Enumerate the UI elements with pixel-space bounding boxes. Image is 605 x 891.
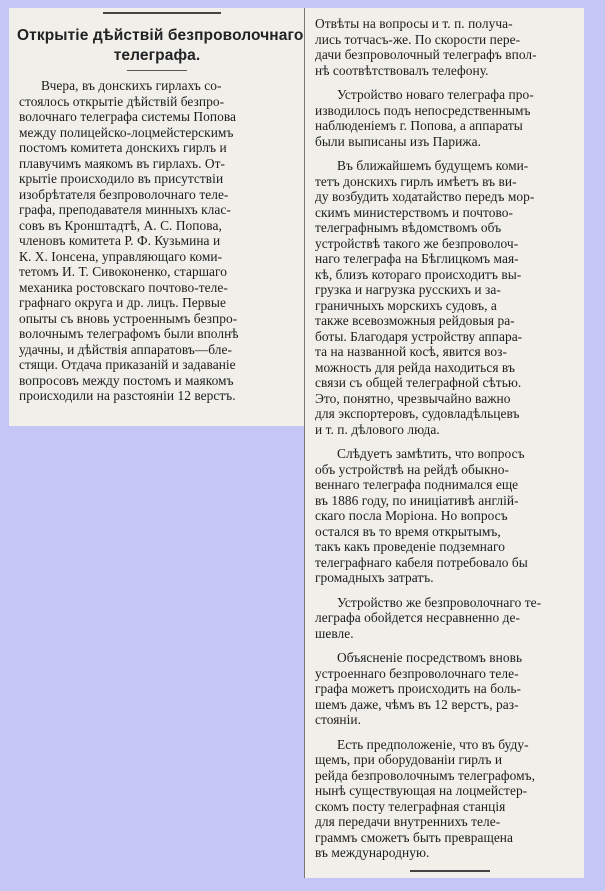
text-line: нѣ соотвѣтствовалъ телефону. [315, 62, 489, 78]
text-line: графа можетъ происходить на боль- [315, 681, 522, 696]
text-line: плавучимъ маякомъ въ гирлахъ. От- [19, 155, 225, 171]
paragraph [315, 87, 577, 149]
text-line: дачи безпроволочный телеграфъ впол- [315, 47, 537, 62]
text-line: вопросовъ между постомъ и маякомъ [19, 372, 234, 388]
text-line: совъ въ Кронштадтѣ, А. С. Попова, [19, 217, 222, 233]
text-line: Устройство же безпроволочнаго те- [337, 594, 542, 610]
text-line: скомъ посту телеграфная станція [315, 798, 506, 814]
text-line: леграфа обойдется несравненно де- [315, 610, 521, 625]
text-line: удачны, и дѣйствія аппаратовъ—бле- [19, 341, 233, 357]
paragraph [315, 16, 577, 78]
text-line: Отвѣты на вопросы и т. п. получа- [315, 16, 513, 31]
text-line: Въ ближайшемъ будущемъ коми- [337, 158, 529, 173]
text-line: Есть предположеніе, что въ буду- [337, 736, 529, 752]
text-line: Вчера, въ донскихъ гирлахъ со- [41, 78, 222, 93]
text-line: изводилось подъ непосредственнымъ [315, 102, 531, 118]
headline-line-1: Открытіе дѣйствій безпроволочнаго [17, 27, 304, 44]
text-line: шевле. [315, 625, 354, 641]
text-line: для передачи внутреннихъ теле- [315, 814, 501, 829]
text-line: Это, понятно, чрезвычайно важно [315, 390, 511, 406]
text-line: К. Х. Іонсена, управляющаго коми- [19, 248, 223, 264]
text-line: тетомъ И. Т. Сивоконенко, старшаго [19, 264, 227, 279]
text-line: скимъ министерствомъ и почтово- [315, 204, 514, 220]
top-rule [103, 12, 221, 14]
text-line: въ 1886 году, по иниціативѣ англій- [315, 492, 519, 508]
headline-rule [127, 70, 187, 71]
text-line: веннаго телеграфа поднимался еще [315, 477, 519, 492]
text-line: тетъ донскихъ гирлъ имѣетъ въ ви- [315, 173, 517, 189]
text-line: для экспортеровъ, судовладѣльцевъ [315, 406, 520, 421]
text-line: щемъ, при оборудованіи гирлъ и [315, 752, 503, 767]
paragraph [315, 650, 577, 728]
text-line: графа, преподавателя минныхъ клас- [19, 202, 231, 217]
text-line: та на названной косѣ, явится воз- [315, 344, 507, 359]
text-line: крытіе происходило въ присутствіи [19, 171, 224, 186]
text-line: стояніи. [315, 712, 362, 727]
text-line: устроеннаго безпроволочнаго теле- [315, 665, 519, 681]
clipping-column-right [304, 8, 584, 878]
text-line: волочнаго телеграфа системы Попова [19, 109, 237, 124]
bottom-rule [410, 870, 490, 872]
paragraph [315, 737, 577, 861]
text-line: Объясненіе посредствомъ вновь [337, 650, 523, 665]
paragraph [315, 446, 577, 586]
text-line: членовъ комитета Р. Ф. Кузьмина и [19, 233, 221, 248]
text-line: были выписаны изъ Парижа. [315, 133, 481, 149]
text-line: громадныхъ затратъ. [315, 570, 434, 585]
text-line: происходили на разстояніи 12 верстъ. [19, 388, 236, 403]
headline-line-2: телеграфа. [113, 47, 201, 64]
text-line: Слѣдуетъ замѣтить, что вопросъ [337, 446, 525, 461]
text-line: телеграфнымъ вѣдомствомъ объ [315, 220, 502, 235]
text-line: объ устройствѣ на рейдѣ обыкно- [315, 461, 509, 477]
text-line: нынѣ существующая на лоцмейстер- [315, 783, 528, 798]
text-line: рейда безпроволочнымъ телеграфомъ, [315, 767, 536, 783]
text-line: боты. Благодаря устройству аппара- [315, 328, 523, 344]
text-line: опыты съ вновь устроеннымъ безпро- [19, 310, 238, 326]
text-line: можность для рейда находиться въ [315, 359, 515, 375]
text-line: стоялось открытіе дѣйствій безпро- [19, 93, 225, 109]
text-line: изобрѣтателя безпроволочнаго теле- [19, 186, 229, 202]
text-line: и т. п. дѣлового люда. [315, 421, 440, 437]
paragraph [315, 158, 577, 437]
text-line: стящи. Отдача приказаній и задаваніе [19, 357, 236, 372]
text-line: кѣ, близъ котораго происходитъ вы- [315, 266, 522, 282]
text-line: графнаго округа и др. лицъ. Первые [19, 295, 226, 310]
text-line: механика ростовскаго почтово-теле- [19, 279, 228, 295]
clipping-column-left [9, 8, 305, 426]
text-line: лись тотчасъ-же. По скорости пере- [315, 31, 521, 47]
article-body-right [315, 16, 577, 861]
text-line: остался въ то время открытымъ, [315, 523, 501, 539]
text-line: скаго посла Моріона. Но вопросъ [315, 508, 508, 523]
text-line: наблюденіемъ г. Попова, а аппараты [315, 118, 523, 133]
text-line: между полицейско-лоцмейстерскимъ [19, 124, 234, 140]
text-line: Устройство новаго телеграфа про- [337, 87, 534, 102]
text-line: граммъ сможетъ быть превращена [315, 829, 514, 845]
text-line: постомъ комитета донскихъ гирлъ и [19, 140, 227, 155]
text-line: телеграфнаго кабеля потребовало бы [315, 554, 528, 570]
text-line: граничныхъ морскихъ судовъ, а [315, 297, 497, 313]
text-line: ду возбудить ходатайство передъ мор- [315, 189, 535, 204]
text-line: грузка и нагрузка русскихъ и за- [315, 282, 501, 297]
article-body-left [19, 78, 294, 404]
text-line: связи съ общей телеграфной сѣтью. [315, 375, 522, 390]
text-line: въ международную. [315, 845, 430, 860]
text-line: волочнымъ телеграфомъ были вполнѣ [19, 326, 239, 341]
text-line: такъ какъ проведеніе подземнаго [315, 539, 505, 554]
paragraph [315, 595, 577, 642]
article-headline [17, 26, 304, 66]
text-line: устройствѣ такого же безпроволоч- [315, 235, 519, 251]
text-line: шемъ даже, чѣмъ въ 12 верстъ, раз- [315, 696, 519, 712]
text-line: также всевозможныя рейдовыя ра- [315, 313, 515, 328]
text-line: наго телеграфа на Бѣглицкомъ мая- [315, 251, 519, 266]
